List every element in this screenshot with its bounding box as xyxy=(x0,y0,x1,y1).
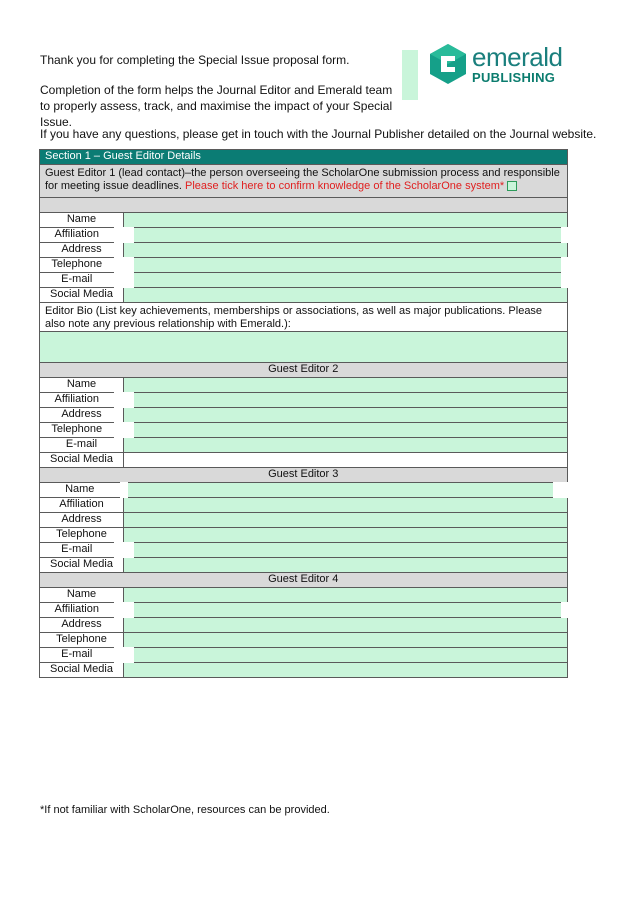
intro-thank-you: Thank you for completing the Special Issue proposal form. xyxy=(40,53,350,67)
ge1-address-field[interactable] xyxy=(124,243,568,258)
ge1-telephone-label: Telephone xyxy=(40,258,124,273)
ge1-address-label: Address xyxy=(40,243,124,258)
intro-contact: If you have any questions, please get in touch with the Journal Publisher detailed on the Journal website. xyxy=(40,127,597,141)
ge4-name-field[interactable] xyxy=(124,588,568,603)
ge1-telephone-field[interactable] xyxy=(124,258,568,273)
ge1-email-field[interactable] xyxy=(124,273,568,288)
ge4-telephone-field[interactable] xyxy=(124,633,568,648)
scholarone-tick-label: Please tick here to confirm knowledge of the ScholarOne system* xyxy=(185,180,505,192)
ge3-telephone-field[interactable] xyxy=(124,528,568,543)
guest-editor-4-header: Guest Editor 4 xyxy=(40,573,568,588)
scholarone-checkbox[interactable] xyxy=(507,181,517,191)
ge4-affiliation-field[interactable] xyxy=(124,603,568,618)
footnote: *If not familiar with ScholarOne, resources can be provided. xyxy=(40,804,330,816)
ge4-email-label: E-mail xyxy=(40,648,124,663)
ge3-affiliation-label: Affiliation xyxy=(40,498,124,513)
ge3-social-label: Social Media xyxy=(40,558,124,573)
ge4-social-field[interactable] xyxy=(124,663,568,678)
ge3-address-label: Address xyxy=(40,513,124,528)
ge2-address-field[interactable] xyxy=(124,408,568,423)
ge4-affiliation-label: Affiliation xyxy=(40,603,124,618)
ge2-email-label: E-mail xyxy=(40,438,124,453)
ge3-telephone-label: Telephone xyxy=(40,528,124,543)
ge3-social-field[interactable] xyxy=(124,558,568,573)
ge4-address-label: Address xyxy=(40,618,124,633)
ge3-address-field[interactable] xyxy=(124,513,568,528)
ge1-social-field[interactable] xyxy=(124,288,568,303)
emerald-logo-icon xyxy=(430,44,466,84)
ge2-name-field[interactable] xyxy=(124,378,568,393)
ge2-social-field[interactable] xyxy=(124,453,568,468)
ge1-email-label: E-mail xyxy=(40,273,124,288)
ge4-name-label: Name xyxy=(40,588,124,603)
ge2-affiliation-label: Affiliation xyxy=(40,393,124,408)
editor-bio-label: Editor Bio (List key achievements, memberships or associations, as well as major publications. Please also note any previous relationship with Emerald.): xyxy=(40,303,568,332)
ge3-email-label: E-mail xyxy=(40,543,124,558)
ge2-telephone-field[interactable] xyxy=(124,423,568,438)
guest-editor-form xyxy=(39,149,581,678)
ge1-social-label: Social Media xyxy=(40,288,124,303)
ge4-address-field[interactable] xyxy=(124,618,568,633)
decorative-bar xyxy=(402,50,418,100)
ge3-affiliation-field[interactable] xyxy=(124,498,568,513)
ge4-email-field[interactable] xyxy=(124,648,568,663)
logo-wordmark: emerald xyxy=(472,42,563,72)
ge1-affiliation-label: Affiliation xyxy=(40,228,124,243)
ge1-name-field[interactable] xyxy=(124,213,568,228)
lead-contact-note xyxy=(40,165,568,198)
ge4-social-label: Social Media xyxy=(40,663,124,678)
intro-completion: Completion of the form helps the Journal Editor and Emerald team to properly assess, track, and maximise the impact of your Special Issue. xyxy=(40,83,393,129)
ge3-name-label: Name xyxy=(40,483,124,498)
ge2-affiliation-field[interactable] xyxy=(124,393,568,408)
ge2-email-field[interactable] xyxy=(124,438,568,453)
spacer-row xyxy=(40,198,568,213)
emerald-logo xyxy=(430,44,562,84)
ge1-affiliation-field[interactable] xyxy=(124,228,568,243)
ge2-name-label: Name xyxy=(40,378,124,393)
ge1-name-label: Name xyxy=(40,213,124,228)
lead-contact-text: Guest Editor 1 (lead contact)–the person overseeing the ScholarOne submission process and responsible for meeting issue deadlines. xyxy=(45,167,560,192)
ge3-name-field[interactable] xyxy=(124,483,568,498)
editor-bio-field[interactable] xyxy=(40,332,568,363)
section-1-header: Section 1 – Guest Editor Details xyxy=(40,150,568,165)
guest-editor-2-header: Guest Editor 2 xyxy=(40,363,568,378)
ge4-telephone-label: Telephone xyxy=(40,633,124,648)
ge2-social-label: Social Media xyxy=(40,453,124,468)
ge3-email-field[interactable] xyxy=(124,543,568,558)
ge2-address-label: Address xyxy=(40,408,124,423)
ge2-telephone-label: Telephone xyxy=(40,423,124,438)
guest-editor-3-header: Guest Editor 3 xyxy=(40,468,568,483)
logo-publishing: PUBLISHING xyxy=(472,70,556,85)
